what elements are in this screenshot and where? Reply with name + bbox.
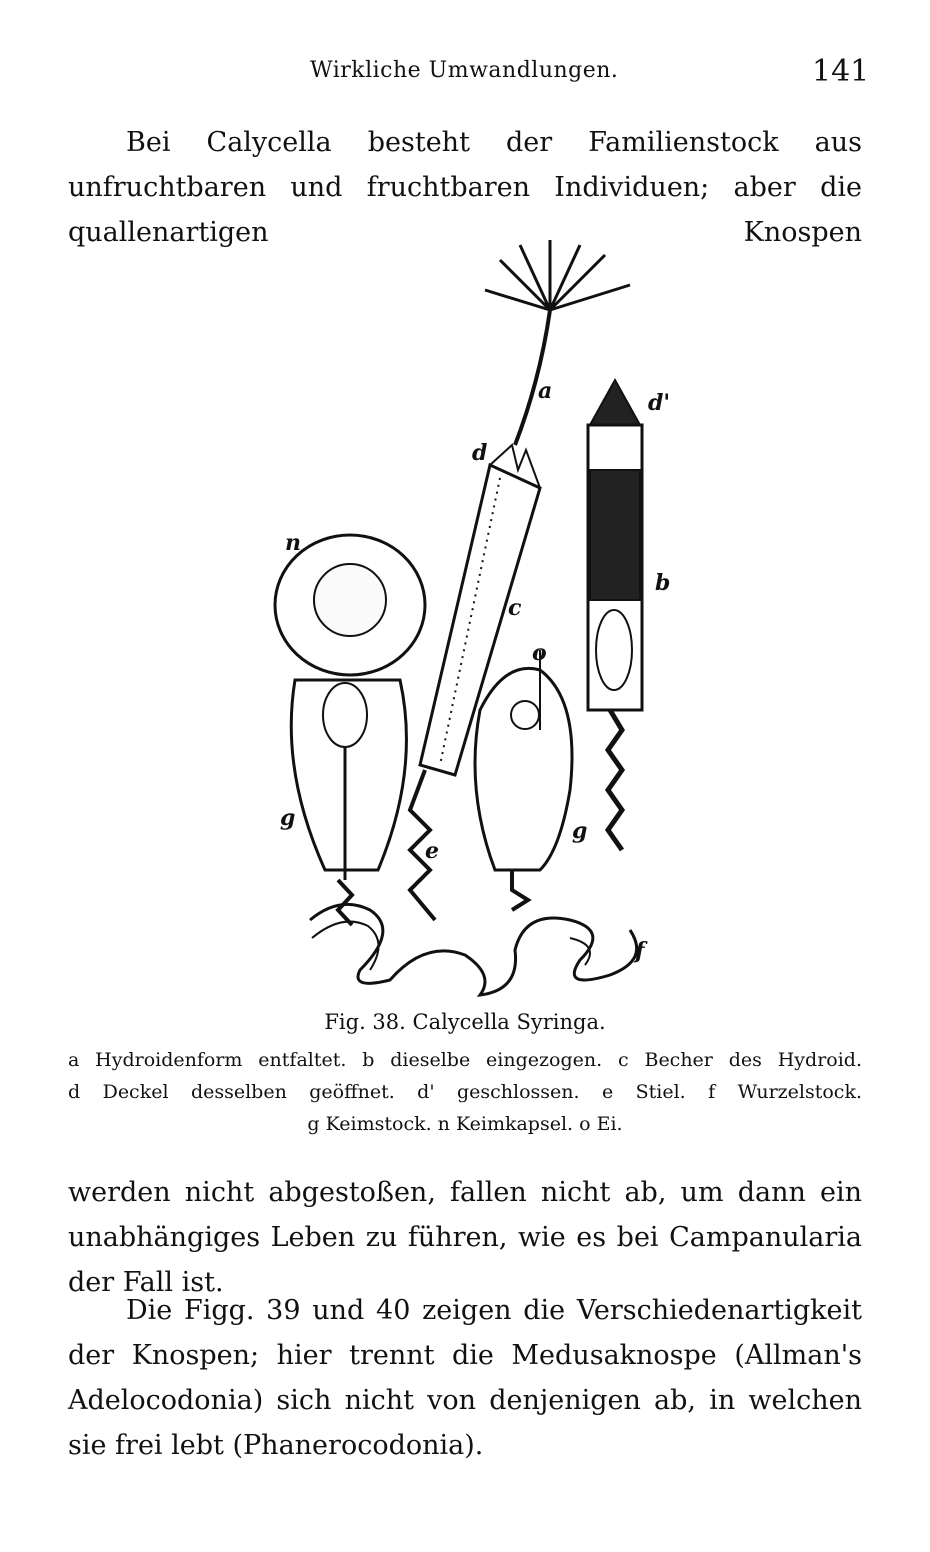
figure-legend-line-3: g Keimstock. n Keimkapsel. o Ei. (307, 1113, 623, 1135)
paragraph-continuation: werden nicht abgestoßen, fallen nicht ab, um dann ein unabhängiges Leben zu führen, wie es bei Campanularia der Fall ist. (68, 1177, 862, 1298)
label-g-right: g (572, 818, 588, 844)
label-b: b (655, 570, 671, 596)
figure-legend-line-2: d Deckel desselben geöffnet. d' geschlossen. e Stiel. f Wurzelstock. (68, 1081, 862, 1103)
page-number: 141 (812, 54, 870, 89)
label-n: n (285, 530, 301, 556)
keimstock-right-g (475, 668, 572, 870)
label-f: f (635, 938, 645, 964)
figure-legend-line-1: a Hydroidenform entfaltet. b dieselbe eingezogen. c Becher des Hydroid. (68, 1049, 862, 1071)
figure-calycella-syringa (250, 230, 690, 1000)
paragraph-intro: Bei Calycella besteht der Familienstock aus unfruchtbaren und fruchtbaren Individuen; aber die quallenartigen Knospen (68, 127, 862, 248)
label-o: o (532, 640, 547, 666)
rootstock-shape (310, 904, 637, 995)
label-a: a (538, 378, 553, 404)
keimstock-left-g (291, 680, 406, 870)
label-c: c (508, 595, 522, 621)
ei-o (511, 701, 539, 729)
deckel-d (490, 445, 540, 488)
figure-caption: Fig. 38. Calycella Syringa. (324, 1010, 606, 1034)
label-d: d (472, 440, 488, 466)
calycella-illustration (250, 230, 690, 1000)
running-title: Wirkliche Umwandlungen. (310, 58, 619, 83)
deckel-geschlossen-d-prime (590, 380, 640, 425)
paragraph-figg: Die Figg. 39 und 40 zeigen die Verschiedenartigkeit der Knospen; hier trennt die Medusaknospe (Allman's Adelocodonia) sich nicht von denjenigen ab, in welchen sie frei lebt (Phanerocodonia). (68, 1295, 862, 1461)
label-e: e (425, 838, 439, 864)
label-d-prime: d' (648, 390, 671, 416)
label-g-left: g (280, 805, 296, 831)
